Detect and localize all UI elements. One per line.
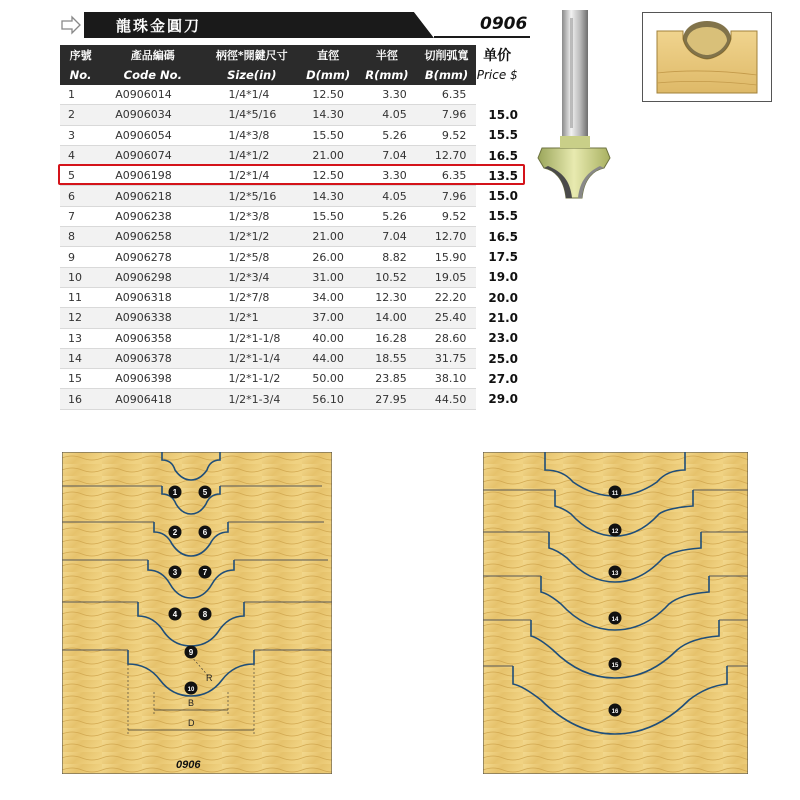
profile-image bbox=[642, 12, 772, 102]
cell-no: 9 bbox=[60, 247, 101, 267]
cell-diameter: 37.00 bbox=[299, 308, 357, 328]
cell-no: 13 bbox=[60, 328, 101, 348]
cell-arc-width: 25.40 bbox=[417, 308, 477, 328]
table-row bbox=[60, 328, 518, 348]
cell-arc-width: 9.52 bbox=[417, 125, 477, 145]
cell-diameter: 21.00 bbox=[299, 227, 357, 247]
table-row bbox=[60, 267, 518, 287]
cell-price: 16.5 bbox=[476, 227, 518, 247]
cell-diameter: 14.30 bbox=[299, 105, 357, 125]
cell-size: 1/2*5/8 bbox=[204, 247, 299, 267]
cell-no: 1 bbox=[60, 85, 101, 105]
cell-no: 8 bbox=[60, 227, 101, 247]
cell-radius: 12.30 bbox=[357, 287, 417, 307]
cell-price: 15.5 bbox=[476, 206, 518, 226]
cell-diameter: 14.30 bbox=[299, 186, 357, 206]
cell-diameter: 44.00 bbox=[299, 348, 357, 368]
cell-no: 14 bbox=[60, 348, 101, 368]
table-row bbox=[60, 145, 518, 165]
highlight-box bbox=[58, 164, 525, 185]
cell-price: 16.5 bbox=[476, 145, 518, 165]
cell-size: 1/2*1/4 bbox=[204, 166, 299, 186]
marker-label: 8 bbox=[202, 610, 208, 619]
cell-code: A0906278 bbox=[101, 247, 204, 267]
cell-radius: 7.04 bbox=[357, 227, 417, 247]
marker-label: 14 bbox=[611, 617, 619, 623]
col-code-en: Code No. bbox=[101, 65, 204, 85]
cell-radius: 4.05 bbox=[357, 105, 417, 125]
marker-label: 11 bbox=[611, 491, 619, 497]
cell-diameter: 15.50 bbox=[299, 206, 357, 226]
col-price-zh: 单价 bbox=[476, 45, 518, 65]
cell-code: A0906338 bbox=[101, 308, 204, 328]
table-row bbox=[60, 85, 518, 105]
cell-no: 6 bbox=[60, 186, 101, 206]
cell-diameter: 56.10 bbox=[299, 389, 357, 409]
cell-radius: 8.82 bbox=[357, 247, 417, 267]
dim-d-label: D bbox=[188, 718, 195, 728]
cell-radius: 16.28 bbox=[357, 328, 417, 348]
cell-code: A0906218 bbox=[101, 186, 204, 206]
cell-no: 2 bbox=[60, 105, 101, 125]
marker-label: 12 bbox=[611, 529, 619, 535]
marker-label: 5 bbox=[202, 488, 208, 497]
cell-diameter: 12.50 bbox=[299, 85, 357, 105]
marker-label: 6 bbox=[202, 528, 208, 537]
col-r-zh: 半徑 bbox=[357, 45, 417, 65]
cell-size: 1/2*1-1/8 bbox=[204, 328, 299, 348]
cell-no: 5 bbox=[60, 166, 101, 186]
product-code: 0906 bbox=[480, 14, 528, 34]
cell-size: 1/2*1-1/4 bbox=[204, 348, 299, 368]
cell-diameter: 40.00 bbox=[299, 328, 357, 348]
router-bit-image bbox=[532, 8, 616, 208]
cell-code: A0906238 bbox=[101, 206, 204, 226]
cell-arc-width: 15.90 bbox=[417, 247, 477, 267]
marker-label: 15 bbox=[611, 663, 619, 669]
cell-code: A0906298 bbox=[101, 267, 204, 287]
marker-label: 16 bbox=[611, 709, 619, 715]
cell-size: 1/2*3/8 bbox=[204, 206, 299, 226]
col-b-zh: 切削弧寬 bbox=[417, 45, 477, 65]
cell-no: 7 bbox=[60, 206, 101, 226]
cell-arc-width: 28.60 bbox=[417, 328, 477, 348]
cell-radius: 5.26 bbox=[357, 206, 417, 226]
dim-r-label: R bbox=[206, 673, 213, 683]
cell-radius: 18.55 bbox=[357, 348, 417, 368]
cell-code: A0906014 bbox=[101, 85, 204, 105]
cell-size: 1/2*5/16 bbox=[204, 186, 299, 206]
col-no-en: No. bbox=[60, 65, 101, 85]
cell-size: 1/2*1-1/2 bbox=[204, 369, 299, 389]
table-row bbox=[60, 227, 518, 247]
cell-radius: 5.26 bbox=[357, 125, 417, 145]
cell-arc-width: 38.10 bbox=[417, 369, 477, 389]
cell-radius: 4.05 bbox=[357, 186, 417, 206]
table-row bbox=[60, 105, 518, 125]
profile-wood-icon bbox=[643, 13, 771, 101]
cell-price: 15.5 bbox=[476, 125, 518, 145]
spec-table bbox=[60, 45, 518, 410]
cell-price: 15.0 bbox=[476, 186, 518, 206]
cell-price: 17.5 bbox=[476, 247, 518, 267]
cell-diameter: 12.50 bbox=[299, 166, 357, 186]
cell-arc-width: 44.50 bbox=[417, 389, 477, 409]
cell-diameter: 15.50 bbox=[299, 125, 357, 145]
cell-radius: 3.30 bbox=[357, 85, 417, 105]
cell-code: A0906398 bbox=[101, 369, 204, 389]
cell-size: 1/4*3/8 bbox=[204, 125, 299, 145]
cell-no: 11 bbox=[60, 287, 101, 307]
cell-price: 23.0 bbox=[476, 328, 518, 348]
cell-price: 25.0 bbox=[476, 348, 518, 368]
cell-price: 20.0 bbox=[476, 287, 518, 307]
cell-radius: 23.85 bbox=[357, 369, 417, 389]
col-r-en: R(mm) bbox=[357, 65, 417, 85]
cell-arc-width: 9.52 bbox=[417, 206, 477, 226]
cell-radius: 27.95 bbox=[357, 389, 417, 409]
cell-code: A0906318 bbox=[101, 287, 204, 307]
cell-code: A0906358 bbox=[101, 328, 204, 348]
cell-price: 19.0 bbox=[476, 267, 518, 287]
spec-table-body bbox=[60, 85, 518, 409]
cell-price: 21.0 bbox=[476, 308, 518, 328]
cell-diameter: 26.00 bbox=[299, 247, 357, 267]
cell-diameter: 31.00 bbox=[299, 267, 357, 287]
col-d-en: D(mm) bbox=[299, 65, 357, 85]
marker-label: 7 bbox=[202, 568, 208, 577]
col-price-en: Price $ bbox=[476, 65, 518, 85]
cell-size: 1/4*5/16 bbox=[204, 105, 299, 125]
cell-arc-width: 19.05 bbox=[417, 267, 477, 287]
cell-price: 15.0 bbox=[476, 105, 518, 125]
table-row bbox=[60, 389, 518, 409]
cell-code: A0906054 bbox=[101, 125, 204, 145]
cell-code: A0906378 bbox=[101, 348, 204, 368]
cell-size: 1/2*1 bbox=[204, 308, 299, 328]
cell-no: 16 bbox=[60, 389, 101, 409]
cell-size: 1/2*7/8 bbox=[204, 287, 299, 307]
table-row bbox=[60, 348, 518, 368]
cell-no: 12 bbox=[60, 308, 101, 328]
cell-diameter: 21.00 bbox=[299, 145, 357, 165]
table-row bbox=[60, 287, 518, 307]
cell-price: 27.0 bbox=[476, 369, 518, 389]
cell-no: 3 bbox=[60, 125, 101, 145]
cell-arc-width: 31.75 bbox=[417, 348, 477, 368]
profile-diagram-right bbox=[483, 452, 748, 774]
cell-no: 4 bbox=[60, 145, 101, 165]
table-row bbox=[60, 308, 518, 328]
cell-size: 1/2*3/4 bbox=[204, 267, 299, 287]
cell-code: A0906034 bbox=[101, 105, 204, 125]
cell-price: 29.0 bbox=[476, 389, 518, 409]
col-size-en: Size(in) bbox=[204, 65, 299, 85]
cell-price bbox=[476, 85, 518, 105]
cell-no: 10 bbox=[60, 267, 101, 287]
col-d-zh: 直徑 bbox=[299, 45, 357, 65]
product-header bbox=[60, 12, 530, 38]
cell-code: A0906258 bbox=[101, 227, 204, 247]
col-no-zh: 序號 bbox=[60, 45, 101, 65]
marker-label: 13 bbox=[611, 571, 619, 577]
cell-size: 1/2*1/2 bbox=[204, 227, 299, 247]
diagram-caption: 0906 bbox=[176, 759, 201, 771]
table-row bbox=[60, 369, 518, 389]
cell-arc-width: 6.35 bbox=[417, 166, 477, 186]
cell-size: 1/2*1-3/4 bbox=[204, 389, 299, 409]
cell-arc-width: 7.96 bbox=[417, 105, 477, 125]
cell-diameter: 50.00 bbox=[299, 369, 357, 389]
cell-size: 1/4*1/4 bbox=[204, 85, 299, 105]
cell-size: 1/4*1/2 bbox=[204, 145, 299, 165]
cell-radius: 14.00 bbox=[357, 308, 417, 328]
cell-radius: 10.52 bbox=[357, 267, 417, 287]
profile-diagram-left bbox=[62, 452, 332, 774]
table-row bbox=[60, 125, 518, 145]
cell-arc-width: 22.20 bbox=[417, 287, 477, 307]
marker-label: 3 bbox=[172, 568, 178, 577]
marker-label: 10 bbox=[187, 687, 195, 693]
col-b-en: B(mm) bbox=[417, 65, 477, 85]
marker-label: 1 bbox=[172, 488, 178, 497]
marker-label: 4 bbox=[172, 610, 178, 619]
table-row bbox=[60, 247, 518, 267]
cell-arc-width: 12.70 bbox=[417, 227, 477, 247]
table-row bbox=[60, 186, 518, 206]
marker-label: 9 bbox=[188, 648, 194, 657]
cell-arc-width: 7.96 bbox=[417, 186, 477, 206]
cell-code: A0906074 bbox=[101, 145, 204, 165]
cell-radius: 3.30 bbox=[357, 166, 417, 186]
marker-label: 2 bbox=[172, 528, 178, 537]
cell-no: 15 bbox=[60, 369, 101, 389]
arrow-icon bbox=[60, 15, 82, 35]
header-row-en bbox=[60, 65, 518, 85]
cell-price: 13.5 bbox=[476, 166, 518, 186]
col-code-zh: 產品編碼 bbox=[101, 45, 204, 65]
cell-diameter: 34.00 bbox=[299, 287, 357, 307]
dim-b-label: B bbox=[188, 698, 195, 708]
cell-radius: 7.04 bbox=[357, 145, 417, 165]
cell-arc-width: 6.35 bbox=[417, 85, 477, 105]
cell-arc-width: 12.70 bbox=[417, 145, 477, 165]
col-size-zh: 柄徑*開鍵尺寸 bbox=[204, 45, 299, 65]
product-title: 龍珠金圓刀 bbox=[116, 17, 202, 35]
table-row bbox=[60, 206, 518, 226]
cell-code: A0906418 bbox=[101, 389, 204, 409]
header-row-zh bbox=[60, 45, 518, 65]
cell-code: A0906198 bbox=[101, 166, 204, 186]
